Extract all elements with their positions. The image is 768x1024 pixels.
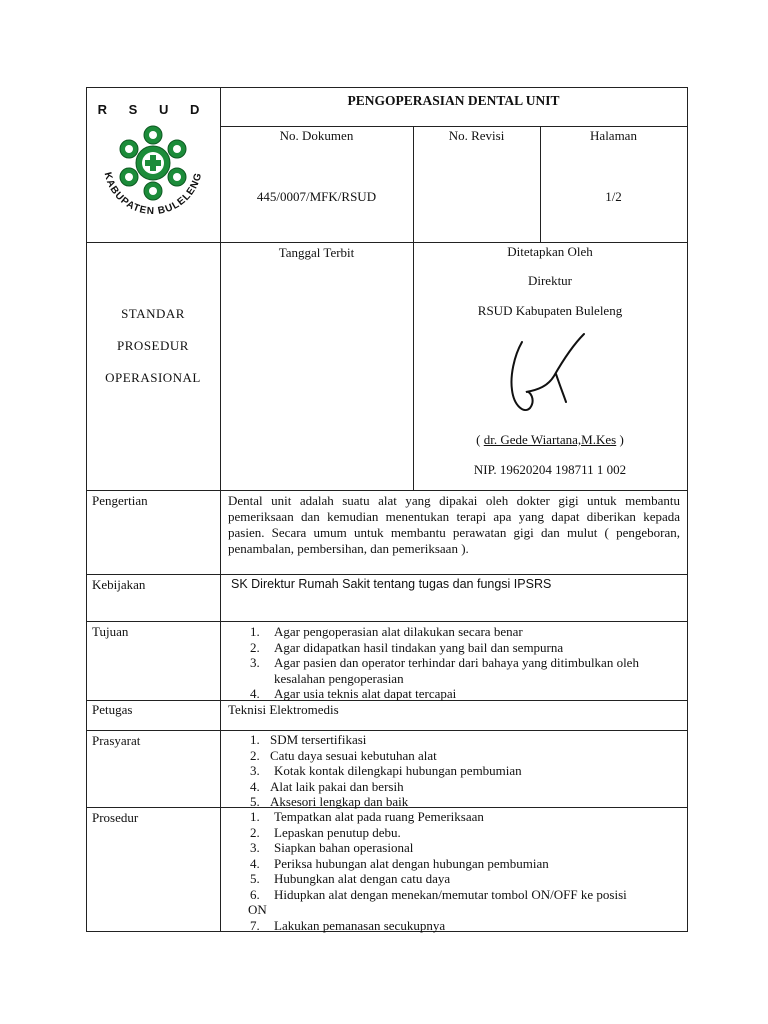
list-item (250, 887, 682, 903)
item-number: 4. (250, 855, 260, 871)
kebijakan-label: Kebijakan (92, 577, 146, 592)
petugas-text: Teknisi Elektromedis (228, 702, 339, 717)
list-item (250, 624, 682, 640)
halaman-label: Halaman (590, 128, 637, 143)
hospital-logo (92, 100, 214, 230)
prasyarat-label: Prasyarat (92, 733, 141, 748)
item-number: 6. (250, 886, 260, 902)
item-number: 1. (250, 809, 260, 824)
instansi-name: RSUD Kabupaten Buleleng (477, 303, 623, 318)
list-item (250, 640, 682, 656)
director-name: dr. Gede Wiartana,M.Kes (483, 432, 617, 447)
row-line-kebijakan (86, 574, 688, 575)
header-bottom-line (86, 242, 688, 243)
item-number: 2. (250, 639, 260, 655)
list-item (250, 794, 682, 810)
logo-emblem (92, 100, 214, 230)
item-text: Catu daya sesuai kebutuhan alat (270, 747, 437, 763)
item-number: 7. (250, 917, 260, 933)
col-line-halaman (540, 126, 541, 243)
item-text: Aksesori lengkap dan baik (270, 794, 409, 809)
list-item (250, 856, 682, 872)
item-text: Hidupkan alat dengan menekan/memutar tombol ON/OFF ke posisi (274, 886, 627, 902)
item-number: 1. (250, 624, 260, 639)
pengertian-text: Dental unit adalah suatu alat yang dipakai oleh dokter gigi untuk membantu pemeriksaan dan kemudian menentukan terapi apa yang dapat diberikan kepada pasien. Secara umum untuk membantu perawatan gigi dan mulut ( pengeboran, penambalan, pembersihan, dan pemeriksaan ). (228, 493, 680, 556)
list-item (250, 748, 682, 764)
tujuan-list (250, 624, 682, 702)
list-item (250, 809, 682, 825)
name-paren-open: ( (476, 432, 484, 447)
item-number: 1. (250, 732, 260, 747)
list-item (248, 902, 682, 918)
item-text: Siapkan bahan operasional (274, 840, 414, 855)
prosedur-label: Prosedur (92, 810, 139, 825)
row-line-tujuan (86, 621, 688, 622)
item-number: 4. (250, 778, 260, 794)
list-item (250, 671, 682, 687)
item-text: Lakukan pemanasan secukupnya (274, 917, 446, 933)
item-number: 3. (250, 655, 260, 670)
list-item (250, 825, 682, 841)
item-text: Agar pengoperasian alat dilakukan secara benar (274, 624, 523, 639)
label-column-line (220, 87, 221, 932)
item-text: Lepaskan penutup debu. (274, 824, 401, 840)
sop-title-line2: PROSEDUR (117, 338, 189, 353)
table-border-left (86, 87, 87, 932)
item-number: 5. (250, 871, 260, 886)
sop-title-line1: STANDAR (121, 306, 185, 321)
signature-stroke (500, 328, 600, 420)
ditetapkan-label: Ditetapkan Oleh (507, 244, 593, 259)
table-border-right (687, 87, 688, 932)
item-number: 5. (250, 794, 260, 809)
jabatan-direktur: Direktur (527, 273, 573, 288)
item-number: 3. (250, 840, 260, 855)
document-title: PENGOPERASIAN DENTAL UNIT (347, 93, 560, 108)
logo-ring-text: KABUPATEN BULELENG (101, 171, 205, 218)
item-number: 2. (250, 747, 260, 763)
name-paren-close: ) (616, 432, 624, 447)
list-item (250, 732, 682, 748)
item-number: 3. (250, 763, 260, 778)
item-text: Agar didapatkan hasil tindakan yang bail dan sempurna (274, 639, 564, 655)
item-number: 4. (250, 686, 260, 701)
kebijakan-text: SK Direktur Rumah Sakit tentang tugas dan fungsi IPSRS (231, 577, 552, 591)
item-text: kesalahan pengoperasian (274, 670, 404, 686)
logo-top-text: R S U D (97, 102, 209, 117)
row-line-pengertian (86, 490, 688, 491)
director-nip: NIP. 19620204 198711 1 002 (473, 462, 627, 477)
prasyarat-list (250, 732, 682, 810)
prosedur-list (250, 809, 682, 933)
tujuan-label: Tujuan (92, 624, 129, 639)
pengertian-label: Pengertian (92, 493, 148, 508)
row-line-prasyarat (86, 730, 688, 731)
tanggal-terbit-label: Tanggal Terbit (278, 245, 355, 260)
item-text: Alat laik pakai dan bersih (270, 778, 404, 794)
no-dokumen-value: 445/0007/MFK/RSUD (256, 189, 377, 204)
no-dokumen-label: No. Dokumen (279, 128, 354, 143)
table-border-top (86, 87, 688, 88)
item-text: Agar pasien dan operator terhindar dari bahaya yang ditimbulkan oleh (274, 655, 639, 670)
no-revisi-label: No. Revisi (448, 128, 505, 143)
item-number: 2. (250, 824, 260, 840)
sop-title-line3: OPERASIONAL (105, 370, 201, 385)
item-text: SDM tersertifikasi (270, 732, 367, 747)
halaman-value: 1/2 (605, 189, 622, 204)
list-item (250, 918, 682, 934)
header-divider (220, 126, 688, 127)
list-item (250, 655, 682, 671)
item-text: Hubungkan alat dengan catu daya (274, 871, 451, 886)
petugas-label: Petugas (92, 702, 133, 717)
list-item (250, 871, 682, 887)
list-item (250, 779, 682, 795)
item-text: ON (248, 902, 267, 917)
signature (500, 328, 600, 420)
item-text: Tempatkan alat pada ruang Pemeriksaan (274, 809, 484, 824)
item-text: Agar usia teknis alat dapat tercapai (274, 686, 457, 701)
list-item (250, 686, 682, 702)
list-item (250, 763, 682, 779)
item-text: Kotak kontak dilengkapi hubungan pembumian (274, 763, 522, 778)
item-text: Periksa hubungan alat dengan hubungan pembumian (274, 855, 549, 871)
director-name-line (413, 432, 687, 447)
list-item (250, 840, 682, 856)
